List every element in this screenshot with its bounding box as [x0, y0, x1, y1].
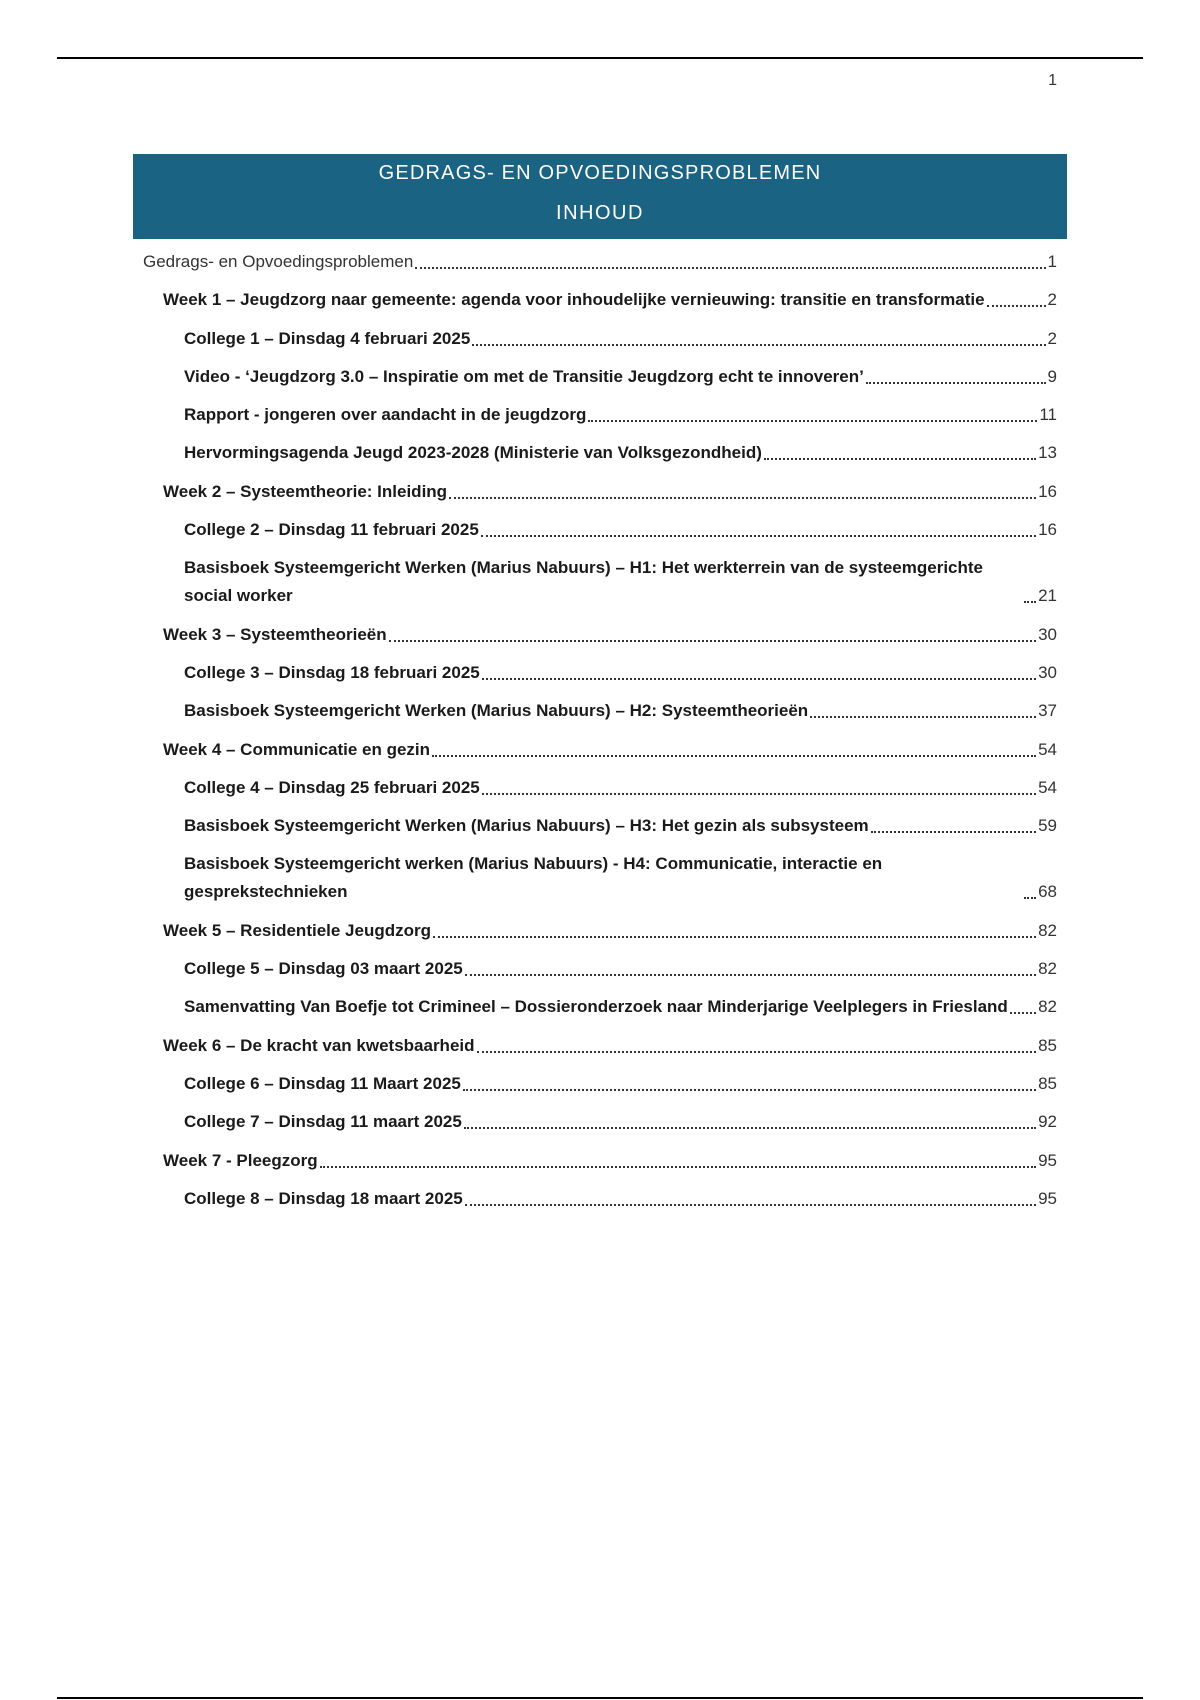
toc-entry-title: Basisboek Systeemgericht Werken (Marius Nabuurs) – H3: Het gezin als subsysteem: [184, 816, 869, 836]
toc-entry-page: 37: [1038, 701, 1057, 721]
toc-entry-page: 59: [1038, 816, 1057, 836]
toc-dot-leader: [1010, 1012, 1036, 1014]
toc-entry-page: 85: [1038, 1035, 1057, 1055]
toc-entry-page: 16: [1038, 520, 1057, 540]
toc-dot-leader: [464, 1127, 1036, 1129]
toc-entry-title: Basisboek Systeemgericht Werken (Marius Nabuurs) – H2: Systeemtheorieën: [184, 701, 809, 721]
toc-dot-leader: [415, 267, 1045, 269]
toc-entry[interactable]: [143, 439, 1057, 467]
toc-entry[interactable]: [143, 325, 1057, 353]
toc-entry[interactable]: [143, 516, 1057, 544]
toc-entry-page: 2: [1047, 328, 1057, 348]
toc-dot-leader: [588, 420, 1037, 422]
toc-entry-page: 95: [1038, 1150, 1057, 1170]
toc-entry-title: Basisboek Systeemgericht werken (Marius Nabuurs) - H4: Communicatie, interactie en gesprekstechnieken: [184, 854, 883, 902]
toc-dot-leader: [987, 305, 1046, 307]
toc-entry-page: 1: [1047, 252, 1057, 271]
toc-entry-page: 2: [1047, 290, 1057, 310]
toc-entry-title: College 8 – Dinsdag 18 maart 2025: [184, 1188, 463, 1208]
toc-entry[interactable]: [143, 363, 1057, 391]
toc-entry[interactable]: [143, 401, 1057, 429]
toc-entry-page: 68: [1038, 882, 1057, 902]
toc-entry[interactable]: [143, 812, 1057, 840]
toc-entry-page: 82: [1038, 997, 1057, 1017]
toc-dot-leader: [432, 755, 1036, 757]
toc-dot-leader: [866, 382, 1046, 384]
toc-entry-page: 11: [1039, 405, 1057, 425]
toc-entry[interactable]: [143, 554, 1057, 610]
toc-entry-page: 95: [1038, 1188, 1057, 1208]
toc-entry-title: Week 5 – Residentiele Jeugdzorg: [163, 920, 431, 940]
toc-dot-leader: [871, 831, 1036, 833]
toc-entry-title: College 5 – Dinsdag 03 maart 2025: [184, 959, 463, 979]
toc-entry-title: Hervormingsagenda Jeugd 2023-2028 (Ministerie van Volksgezondheid): [184, 443, 762, 463]
toc-entry-page: 9: [1047, 366, 1057, 386]
toc-entry-page: 16: [1038, 481, 1057, 501]
toc-entry-page: 30: [1038, 662, 1057, 682]
toc-entry[interactable]: [143, 850, 1057, 906]
toc-entry-title: College 4 – Dinsdag 25 februari 2025: [184, 777, 480, 797]
toc-entry[interactable]: [143, 621, 1057, 649]
toc-entry-page: 92: [1038, 1112, 1057, 1132]
toc-entry[interactable]: [143, 955, 1057, 983]
page-number: 1: [1048, 72, 1057, 89]
toc-entry[interactable]: [143, 917, 1057, 945]
toc-entry[interactable]: [143, 774, 1057, 802]
toc-entry-page: 21: [1038, 586, 1057, 606]
toc-entry-page: 13: [1038, 443, 1057, 463]
toc-dot-leader: [463, 1089, 1036, 1091]
toc-entry[interactable]: [143, 1185, 1057, 1213]
toc-entry-title: Week 7 - Pleegzorg: [163, 1150, 318, 1170]
toc-entry[interactable]: [143, 1070, 1057, 1098]
toc-entry-title: Basisboek Systeemgericht Werken (Marius Nabuurs) – H1: Het werkterrein van de systeemgerichte social worker: [184, 558, 983, 606]
toc-entry-title: College 7 – Dinsdag 11 maart 2025: [184, 1112, 462, 1132]
toc-entry-page: 82: [1038, 920, 1057, 940]
toc-dot-leader: [433, 936, 1036, 938]
toc-dot-leader: [389, 640, 1036, 642]
toc-entry-page: 30: [1038, 624, 1057, 644]
toc-entry[interactable]: [143, 1147, 1057, 1175]
toc-entry[interactable]: [143, 1108, 1057, 1136]
toc-entry[interactable]: [143, 286, 1057, 314]
toc-entry-title: College 1 – Dinsdag 4 februari 2025: [184, 328, 471, 348]
header-rule: [57, 57, 1143, 59]
toc-dot-leader: [1024, 897, 1036, 899]
toc-dot-leader: [481, 535, 1036, 537]
toc-dot-leader: [465, 1204, 1036, 1206]
toc-entry-page: 54: [1038, 739, 1057, 759]
toc-entry-title: Week 1 – Jeugdzorg naar gemeente: agenda voor inhoudelijke vernieuwing: transitie en transformatie: [163, 290, 985, 310]
toc-dot-leader: [482, 793, 1036, 795]
toc-entry-title: Rapport - jongeren over aandacht in de jeugdzorg: [184, 405, 587, 425]
toc-entry[interactable]: [143, 659, 1057, 687]
toc-dot-leader: [810, 716, 1036, 718]
toc-entry-title: Samenvatting Van Boefje tot Crimineel – Dossieronderzoek naar Minderjarige Veelplegers in Friesland: [184, 997, 1008, 1017]
toc-entry-page: 54: [1038, 777, 1057, 797]
toc-dot-leader: [465, 974, 1036, 976]
toc-dot-leader: [320, 1166, 1036, 1168]
toc-dot-leader: [472, 344, 1045, 346]
toc-dot-leader: [1024, 601, 1036, 603]
toc-entry-title: Week 4 – Communicatie en gezin: [163, 739, 431, 759]
document-title: GEDRAGS- EN OPVOEDINGSPROBLEMEN: [378, 162, 822, 184]
toc-dot-leader: [449, 497, 1036, 499]
toc-entry[interactable]: [143, 1032, 1057, 1060]
toc-entry[interactable]: [143, 478, 1057, 506]
toc-dot-leader: [477, 1051, 1037, 1053]
toc-dot-leader: [764, 458, 1036, 460]
toc-entry-title: College 2 – Dinsdag 11 februari 2025: [184, 520, 479, 540]
toc-entry-title: Week 2 – Systeemtheorie: Inleiding: [163, 481, 448, 501]
title-banner: [133, 154, 1067, 239]
toc-entry-page: 82: [1038, 959, 1057, 979]
footer-rule: [57, 1697, 1143, 1699]
toc-entry[interactable]: [143, 248, 1057, 276]
toc-entry-title: College 6 – Dinsdag 11 Maart 2025: [184, 1073, 461, 1093]
toc-heading: INHOUD: [556, 202, 644, 224]
toc-entry-title: Gedrags- en Opvoedingsproblemen: [143, 252, 414, 271]
toc-entry-title: Week 3 – Systeemtheorieën: [163, 624, 387, 644]
toc-entry-title: Week 6 – De kracht van kwetsbaarheid: [163, 1035, 475, 1055]
toc-entry[interactable]: [143, 697, 1057, 725]
table-of-contents: [143, 248, 1057, 1223]
toc-entry-page: 85: [1038, 1073, 1057, 1093]
toc-entry-title: Video - ‘Jeugdzorg 3.0 – Inspiratie om met de Transitie Jeugdzorg echt te innoveren’: [184, 366, 864, 386]
toc-dot-leader: [482, 678, 1036, 680]
toc-entry[interactable]: [143, 736, 1057, 764]
toc-entry[interactable]: [143, 993, 1057, 1021]
toc-entry-title: College 3 – Dinsdag 18 februari 2025: [184, 662, 480, 682]
